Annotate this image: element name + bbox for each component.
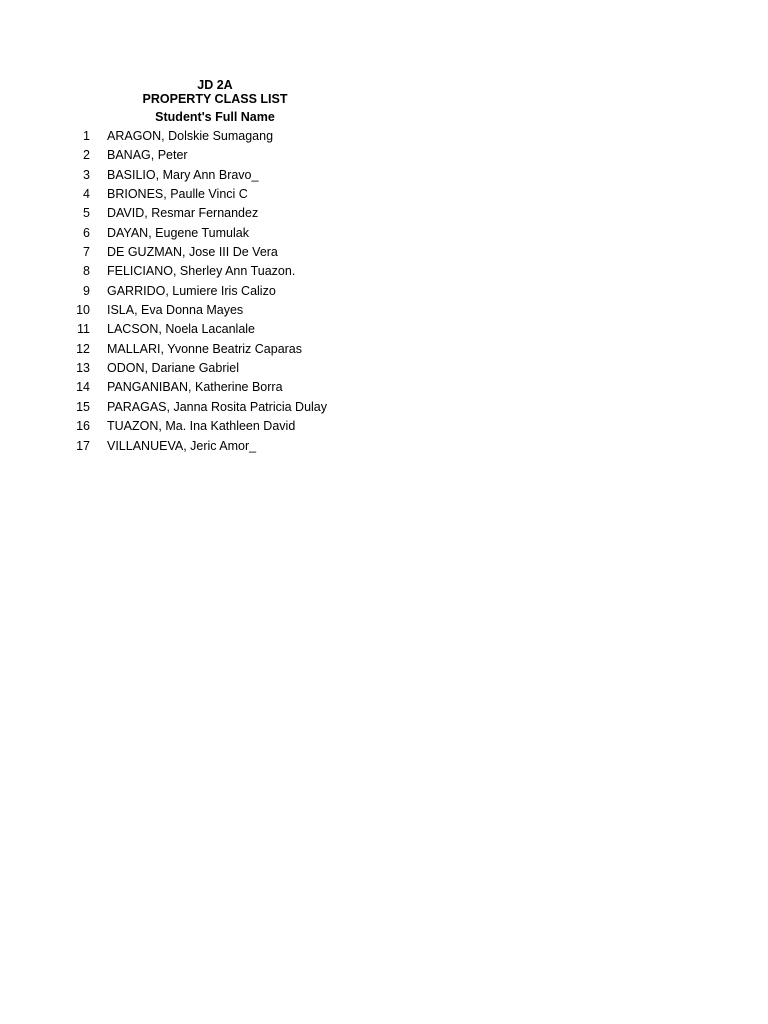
student-row: [0, 417, 400, 436]
section-heading: JD 2A: [197, 78, 233, 92]
student-row: [0, 437, 400, 456]
student-number: 11: [77, 322, 90, 337]
student-row: [0, 282, 400, 301]
student-number: 2: [83, 148, 90, 163]
student-name: ODON, Dariane Gabriel: [107, 361, 239, 376]
student-row: [0, 320, 400, 339]
student-row: [0, 262, 400, 281]
student-name: ARAGON, Dolskie Sumagang: [107, 129, 274, 143]
student-row: [0, 204, 400, 223]
student-name: FELICIANO, Sherley Ann Tuazon.: [107, 264, 296, 279]
student-row: [0, 359, 400, 378]
document-title: PROPERTY CLASS LIST: [142, 92, 288, 106]
student-name: DAVID, Resmar Fernandez: [107, 206, 259, 221]
student-name: DAYAN, Eugene Tumulak: [107, 225, 249, 240]
student-number: 14: [76, 380, 90, 395]
student-name: PANGANIBAN, Katherine Borra: [107, 380, 283, 395]
student-number: 17: [76, 438, 90, 453]
student-number: 9: [83, 283, 90, 298]
student-name: PARAGAS, Janna Rosita Patricia Dulay: [107, 399, 328, 414]
student-row: [0, 127, 400, 146]
student-number: 13: [76, 361, 90, 376]
student-number: 10: [76, 303, 90, 318]
student-name: BANAG, Peter: [107, 148, 188, 163]
student-name: DE GUZMAN, Jose III De Vera: [107, 245, 278, 260]
student-row: [0, 378, 400, 397]
student-row: [0, 243, 400, 262]
student-number: 4: [83, 187, 90, 202]
student-number: 6: [83, 225, 90, 240]
student-name: MALLARI, Yvonne Beatriz Caparas: [107, 341, 303, 356]
student-row: [0, 340, 400, 359]
student-row: [0, 166, 400, 185]
student-name: VILLANUEVA, Jeric Amor_: [107, 438, 257, 453]
student-row: [0, 224, 400, 243]
student-name: ISLA, Eva Donna Mayes: [107, 303, 244, 318]
student-number: 3: [83, 167, 90, 182]
student-name: LACSON, Noela Lacanlale: [107, 322, 255, 337]
student-number: 12: [76, 341, 90, 356]
student-number: 7: [83, 245, 90, 260]
student-name: BASILIO, Mary Ann Bravo_: [107, 167, 259, 182]
student-name: TUAZON, Ma. Ina Kathleen David: [107, 419, 296, 434]
student-number: 8: [83, 264, 90, 279]
student-row: [0, 398, 400, 417]
student-number: 15: [76, 399, 90, 414]
student-row: [0, 301, 400, 320]
student-row: [0, 146, 400, 165]
student-name: GARRIDO, Lumiere Iris Calizo: [107, 283, 276, 298]
student-number: 1: [83, 129, 90, 143]
student-number: 5: [83, 206, 90, 221]
student-row: [0, 185, 400, 204]
column-header: Student's Full Name: [155, 110, 275, 124]
student-list: [0, 127, 400, 456]
student-name: BRIONES, Paulle Vinci C: [107, 187, 248, 202]
student-number: 16: [76, 419, 90, 434]
